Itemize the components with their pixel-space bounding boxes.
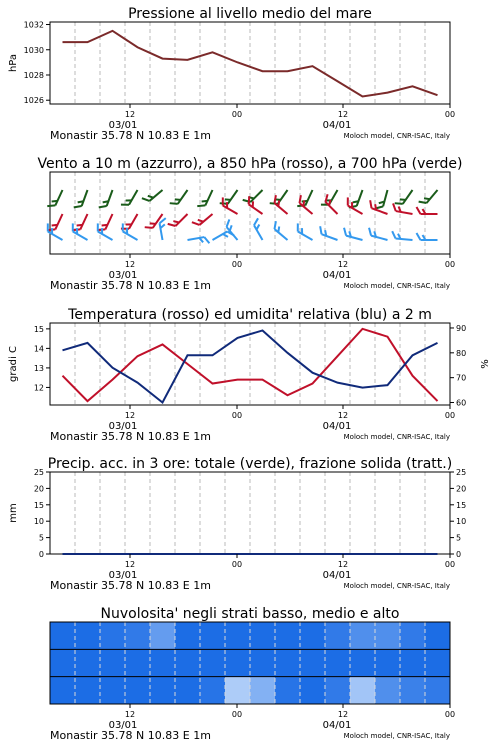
wind-plot-frame [50, 172, 450, 254]
cloud-cell [225, 649, 250, 676]
x-tick-label: 12 [124, 260, 136, 269]
precip-y2-tick-label: 5 [456, 533, 462, 543]
wind-barb-shaft [149, 190, 162, 201]
cloud-cell [175, 677, 200, 704]
wind-title: Vento a 10 m (azzurro), a 850 hPa (rosso), a 700 hPa (verde) [37, 156, 463, 172]
wind-barb-flag [419, 199, 427, 207]
cloud-cell [125, 649, 150, 676]
pressure-y-axis-label: hPa [8, 53, 19, 73]
cloud-cell [75, 677, 100, 704]
date-label: 04/01 [322, 421, 352, 432]
cloud-cell [225, 677, 250, 704]
wind-barb [188, 236, 210, 247]
wind-barb-shaft [383, 190, 387, 206]
x-tick-label: 12 [337, 110, 349, 119]
wind-barb-flag [204, 236, 209, 244]
wind-barb-shaft [178, 190, 188, 204]
wind-barb-flag [417, 207, 421, 214]
location-label: Monastir 35.78 N 10.83 E 1m [50, 129, 211, 142]
cloud-cell [275, 677, 300, 704]
cloud-cell [250, 622, 275, 649]
wind-barb-flag [392, 231, 397, 238]
precip-y-tick-label: 5 [38, 533, 44, 543]
wind-barb-flag [318, 226, 324, 234]
date-label: 04/01 [322, 120, 352, 131]
wind-barb-shaft [205, 190, 212, 205]
cloud-cell [350, 677, 375, 704]
wind-barb [367, 228, 389, 240]
cloud-cell [225, 622, 250, 649]
wind-barb-flag [47, 202, 55, 209]
cloud-cell [275, 622, 300, 649]
precip-title: Precip. acc. in 3 ore: totale (verde), frazione solida (tratt.) [47, 456, 453, 472]
cloud-cell [375, 649, 400, 676]
date-label: 03/01 [108, 570, 138, 581]
cloud-cell [300, 622, 325, 649]
date-label: 03/01 [108, 421, 138, 432]
date-label: 03/01 [108, 270, 138, 281]
humidity-y-tick-label: 90 [456, 323, 467, 333]
cloud-cell [375, 677, 400, 704]
temp-title: Temperatura (rosso) ed umidita' relativa (blu) a 2 m [68, 307, 432, 323]
cloud-cell [75, 649, 100, 676]
location-label: Monastir 35.78 N 10.83 E 1m [50, 430, 211, 443]
cloud-cell [325, 622, 350, 649]
wind-barb [159, 218, 170, 240]
cloud-cell [125, 677, 150, 704]
x-tick-label: 00 [444, 411, 456, 420]
wind-barb [74, 188, 88, 210]
date-label: 03/01 [108, 120, 138, 131]
wind-barb-flag [342, 228, 348, 236]
cloud-cell [150, 649, 175, 676]
date-label: 04/01 [322, 720, 352, 731]
precip-y2-tick-label: 0 [456, 550, 462, 559]
x-tick-label: 12 [337, 710, 349, 719]
cloud-cell [300, 677, 325, 704]
wind-barb-shaft [322, 234, 338, 240]
cloud-cell [250, 649, 275, 676]
x-tick-label: 00 [444, 710, 456, 719]
precip-y2-tick-label: 10 [456, 517, 467, 527]
temp-y-tick-label: 14 [33, 344, 44, 354]
wind-barb-flag [252, 218, 260, 225]
date-label: 03/01 [108, 720, 138, 731]
cloud-cell [375, 622, 400, 649]
wind-barb [342, 228, 364, 240]
wind-barb-shaft [403, 190, 413, 204]
wind-barb [168, 209, 188, 229]
wind-barb-shaft [372, 208, 388, 214]
location-label: Monastir 35.78 N 10.83 E 1m [50, 579, 211, 592]
credit-label: Moloch model, CNR-ISAC, Italy [343, 582, 450, 590]
x-tick-label: 12 [124, 560, 136, 569]
wind-barb [395, 186, 413, 207]
wind-barb-shaft [346, 236, 362, 240]
wind-barb [318, 226, 340, 240]
cloud-cell [350, 622, 375, 649]
cloud-cell [250, 677, 275, 704]
cloud-cell [175, 622, 200, 649]
clouds-title: Nuvolosita' negli strati basso, medio e alto [100, 606, 400, 622]
wind-barb-shaft [250, 190, 262, 202]
wind-barb-shaft [199, 214, 212, 225]
wind-barb-shaft [249, 204, 263, 214]
cloud-cell [50, 649, 75, 676]
cloud-cell [200, 649, 225, 676]
precip-plot-frame [50, 472, 450, 554]
location-label: Monastir 35.78 N 10.83 E 1m [50, 729, 211, 742]
wind-barb-flag [271, 221, 279, 229]
wind-barb [192, 209, 213, 228]
wind-barb [419, 186, 438, 207]
cloud-cell [200, 677, 225, 704]
cloud-cell [400, 622, 425, 649]
credit-label: Moloch model, CNR-ISAC, Italy [343, 732, 450, 740]
wind-barb-flag [367, 228, 373, 236]
wind-barb-flag [145, 224, 153, 231]
x-tick-label: 00 [231, 560, 243, 569]
date-label: 04/01 [322, 570, 352, 581]
wind-barb-shaft [325, 202, 337, 214]
cloud-cell [425, 649, 450, 676]
cloud-cell [150, 677, 175, 704]
pressure-y-tick-label: 1028 [23, 70, 44, 80]
x-tick-label: 12 [337, 260, 349, 269]
cloud-cell [425, 677, 450, 704]
cloud-cell [100, 677, 125, 704]
wind-barb-shaft [227, 227, 238, 240]
credit-label: Moloch model, CNR-ISAC, Italy [343, 132, 450, 140]
humidity-y-tick-label: 60 [456, 398, 467, 408]
wind-barb-shaft [396, 239, 413, 240]
precip-y2-tick-label: 15 [456, 500, 467, 510]
x-tick-label: 00 [231, 260, 243, 269]
humidity-y-tick-label: 80 [456, 348, 467, 358]
location-label: Monastir 35.78 N 10.83 E 1m [50, 279, 211, 292]
credit-label: Moloch model, CNR-ISAC, Italy [343, 433, 450, 441]
wind-barb-shaft [55, 190, 62, 205]
cloud-cell [325, 677, 350, 704]
cloud-cell [75, 622, 100, 649]
x-tick-label: 12 [337, 560, 349, 569]
x-tick-label: 00 [231, 110, 243, 119]
wind-barb [417, 233, 438, 240]
temp-y-tick-label: 13 [33, 363, 44, 373]
temp-y-tick-label: 12 [33, 383, 44, 393]
precip-y-tick-label: 0 [38, 550, 44, 559]
temp-y-axis-label: gradi C [8, 346, 19, 382]
pressure-y-tick-label: 1030 [23, 45, 44, 55]
precip-y2-tick-label: 20 [456, 484, 467, 494]
pressure-y-tick-label: 1032 [23, 20, 44, 30]
precip-y-tick-label: 10 [33, 517, 44, 527]
wind-barb [294, 223, 316, 240]
wind-barb [252, 218, 269, 240]
wind-barb-shaft [129, 190, 138, 205]
wind-barb-shaft [80, 214, 87, 229]
cloud-cell [100, 649, 125, 676]
x-tick-label: 00 [231, 411, 243, 420]
wind-barb [245, 196, 266, 214]
wind-barb [121, 187, 138, 209]
wind-barb-flag [392, 203, 397, 211]
x-tick-label: 00 [444, 110, 456, 119]
wind-barb [392, 203, 414, 214]
wind-barb-shaft [107, 190, 113, 206]
wind-barb-shaft [228, 190, 238, 204]
cloud-cell [350, 649, 375, 676]
wind-barb-shaft [129, 214, 138, 229]
wind-barb-flag [170, 200, 178, 207]
temp-y-tick-label: 15 [33, 324, 44, 334]
wind-barb [375, 188, 387, 210]
precip-y-tick-label: 20 [33, 484, 44, 494]
x-tick-label: 12 [124, 411, 136, 420]
humidity-y-tick-label: 70 [456, 373, 467, 383]
pressure-title: Pressione al livello medio del mare [128, 6, 372, 22]
cloud-cell [50, 677, 75, 704]
date-label: 04/01 [322, 270, 352, 281]
cloud-cell [150, 622, 175, 649]
wind-barb [197, 187, 212, 209]
wind-barb-flag [395, 200, 403, 207]
humidity-y-axis-label: % [480, 359, 491, 369]
wind-barb-shaft [175, 214, 187, 226]
wind-barb-flag [368, 200, 374, 208]
wind-barb-flag [417, 233, 421, 240]
cloud-cell [300, 649, 325, 676]
wind-barb-shaft [371, 236, 387, 240]
wind-barb-shaft [55, 214, 62, 229]
cloud-cell [400, 677, 425, 704]
cloud-cell [50, 622, 75, 649]
x-tick-label: 12 [124, 710, 136, 719]
x-tick-label: 12 [124, 110, 136, 119]
wind-barb-shaft [274, 203, 287, 214]
wind-barb [417, 207, 438, 214]
x-tick-label: 00 [444, 560, 456, 569]
cloud-cell [100, 622, 125, 649]
precip-y-tick-label: 25 [33, 468, 44, 477]
x-tick-label: 00 [444, 260, 456, 269]
wind-barb-shaft [82, 190, 88, 206]
precip-y2-tick-label: 25 [456, 468, 467, 477]
cloud-cell [425, 622, 450, 649]
cloud-cell [125, 622, 150, 649]
cloud-cell [325, 649, 350, 676]
precip-y-tick-label: 15 [33, 500, 44, 510]
wind-barb-shaft [274, 229, 287, 240]
wind-barb-shaft [357, 190, 363, 206]
wind-barb-shaft [105, 214, 112, 229]
x-tick-label: 00 [231, 710, 243, 719]
cloud-cell [200, 622, 225, 649]
wind-barb [99, 188, 113, 210]
credit-label: Moloch model, CNR-ISAC, Italy [343, 282, 450, 290]
cloud-cell [175, 649, 200, 676]
wind-barb [170, 186, 188, 207]
cloud-cell [400, 649, 425, 676]
x-tick-label: 12 [337, 411, 349, 420]
wind-barb [392, 231, 414, 240]
wind-barb [142, 185, 163, 204]
wind-barb-flag [197, 202, 205, 209]
precip-y-axis-label: mm [8, 503, 19, 523]
wind-barb-shaft [305, 190, 312, 205]
cloud-cell [275, 649, 300, 676]
wind-barb-shaft [427, 190, 438, 203]
pressure-y-tick-label: 1026 [23, 96, 44, 106]
wind-barb-shaft [396, 211, 413, 214]
